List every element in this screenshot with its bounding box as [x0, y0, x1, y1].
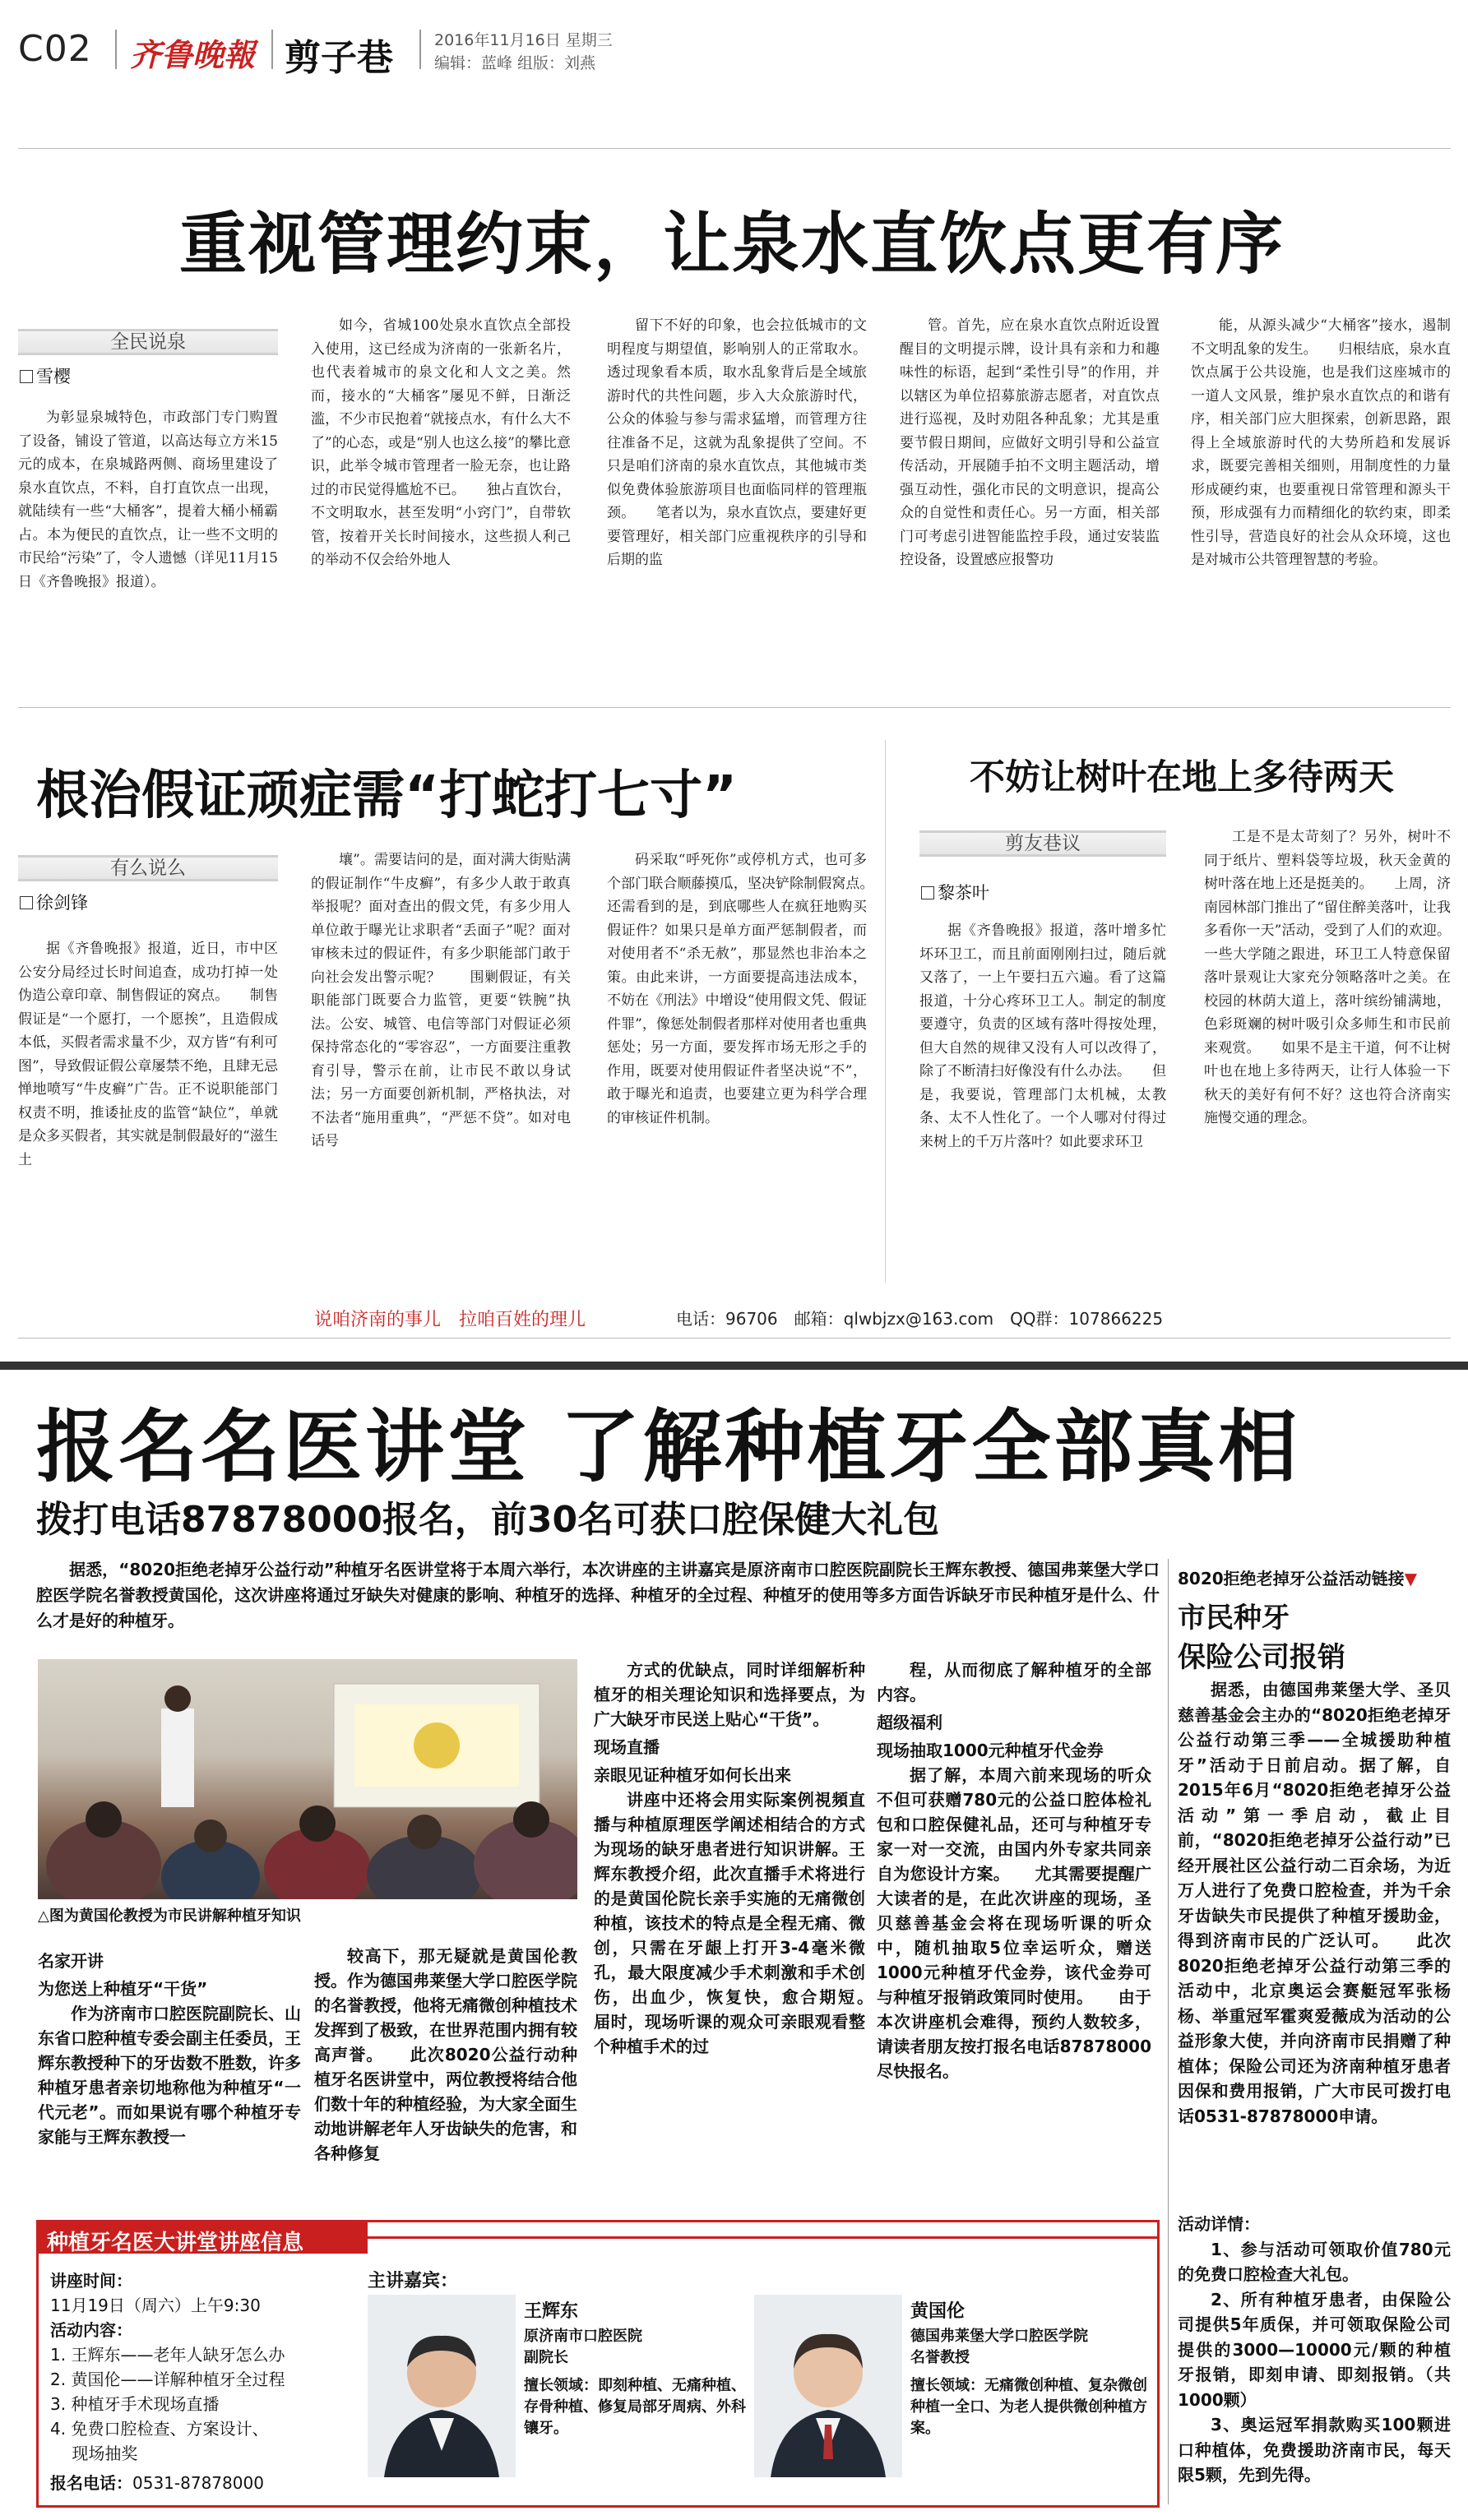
ad-col3-text2: 讲座中还将会用实际案例視頻直播与种植原理医学阐述相结合的方式为现场的缺牙患者进行知识讲解。王辉东教授介绍，此次直播手术将进行的是黄国伦院长亲手实施的无痛微创种植，该技术的特点是全程无痛、微创，只需在牙龈上打开3-4毫米微孔，最大限度减少手术刺激和手术创伤，出血少，恢复快，愈合期短。 届时，现场听课的观众可亲眼观看整个种植手术的过	[594, 1790, 865, 2056]
page-header	[0, 0, 1468, 79]
ad-col3-heading2: 亲眼见证种植牙如何长出来	[594, 1765, 791, 1785]
ad-sidebar-body	[1178, 1677, 1451, 2203]
guest2-portrait	[754, 2295, 902, 2477]
ad-detail-1: 1、参与活动可领取价值780元的免费口腔检查大礼包。	[1178, 2239, 1451, 2284]
ad-col3-heading1: 现场直播	[594, 1737, 660, 1757]
time-label: 讲座时间：	[50, 2271, 132, 2291]
article-divider-vertical	[885, 740, 886, 1283]
article2-text-2: 壤”。需要诘问的是，面对满大街贴满的假证制作“牛皮癣”，有多少人敢于敢真举报呢？面对查出的假文凭，有多少用人单位敢于曝光让求职者“丢面子”呢？面对审核未过的假证件，有多少职能部门敢于向社会发出警示呢？ 围剿假证，有关职能部门既要合力监管，更要“铁腕”执法。公安、城管、电信等部门对假证必须保持常态化的“零容忍”，一方面要注重教育引导，警示在前，让市民不敢以身试法；另一方面要创新机制，严格执法，对不法者“施用重典”，“严惩不贷”。如对电话号	[311, 852, 571, 1149]
phone-label: 报名电话：	[50, 2473, 132, 2493]
lecture-photo	[38, 1659, 577, 1899]
header-divider-2	[271, 30, 273, 69]
ad-col4-heading1: 超级福利	[877, 1713, 942, 1732]
article3-headline: 不妨让树叶在地上多待两天	[970, 757, 1394, 798]
time-value: 11月19日（周六）上午9:30	[50, 2296, 261, 2315]
editors-line: 编辑：蓝峰 组版：刘燕	[434, 54, 596, 72]
ad-sidebar-text: 据悉，由德国弗莱堡大学、圣贝慈善基金会主办的“8020拒绝老掉牙公益行动第三季——全城援助种植牙”活动于日前启动。据了解，自2015年6月“8020拒绝老掉牙公益活动”第一季启动，截止目前，“8020拒绝老掉牙公益行动”已经开展社区公益行动二百余场，为近万人进行了免费口腔检查，并为千余牙齿缺失市民提供了种植牙援助金，得到济南市民的广泛认可。 此次8020拒绝老掉牙公益行动第三季的活动中，北京奥运会赛艇冠军张杨杨、举重冠军霍爽爱薇成为活动的公益形象大使，并向济南市民捐赠了种植体；保险公司还为济南种植牙患者因保和费用报销，广大市民可拨打电话0531-87878000申请。	[1178, 1680, 1451, 2126]
article3-text-2: 工是不是太苛刻了？另外，树叶不同于纸片、塑料袋等垃圾，秋天金黄的树叶落在地上还是挺美的。 上周，济南园林部门推出了“留住醉美落叶，让我多看你一天”活动，受到了人们的欢迎。一些大学随之跟进，环卫工人特意保留落叶景观让大家充分领略落叶之美。在校园的林荫大道上，落叶缤纷铺满地，色彩斑斓的树叶吸引众多师生和市民前来观赏。 如果不是主干道，何不让树叶也在地上多待两天，让行人体验一下秋天的美好有何不好？这也符合济南实施慢交通的理念。	[1204, 829, 1451, 1126]
ad-sidebar-details	[1178, 2208, 1451, 2513]
header-divider-1	[115, 30, 117, 69]
article2-col-1	[18, 937, 278, 1279]
ad-col-left	[38, 1945, 301, 2207]
article2-col-2	[311, 848, 571, 1279]
content-item-5: 现场抽奖	[50, 2444, 138, 2463]
header-rule	[18, 148, 1451, 149]
section-rule-1	[18, 707, 1451, 708]
guest1-portrait-illustration	[368, 2295, 516, 2477]
content-item-4: 4. 免费口腔检查、方案设计、	[50, 2419, 269, 2439]
column-title: 剪子巷	[285, 37, 393, 79]
ad-subheadline: 拨打电话87878000报名，前30名可获口腔保健大礼包	[36, 1499, 940, 1541]
ad-sidebar-link-text: 8020拒绝老掉牙公益活动链接	[1178, 1569, 1405, 1588]
guest2-info	[910, 2301, 1149, 2439]
ad-detail-3: 3、奥运冠军捐款购买100颗进口种植体，免费援助济南市民，每天限5颗，先到先得。	[1178, 2415, 1451, 2485]
article1-col-4	[900, 314, 1160, 659]
article1-headline: 重视管理约束，让泉水直饮点更有序	[178, 206, 1285, 284]
phone-line	[50, 2471, 363, 2495]
article2-headline: 根治假证顽症需“打蛇打七寸”	[36, 765, 738, 826]
date-line: 2016年11月16日 星期三	[434, 31, 613, 49]
photo-caption: △图为黄国伦教授为市民讲解种植牙知识	[38, 1907, 301, 1925]
guest1-info	[524, 2301, 746, 2439]
lecture-photo-illustration	[38, 1659, 577, 1899]
guest2-name: 黄国伦	[910, 2301, 966, 2322]
article1-col-5	[1191, 314, 1451, 659]
article1-text-5: 能，从源头减少“大桶客”接水，遏制不文明乱象的发生。 归根结底，泉水直饮点属于公共设施，也是我们这座城市的一道人文风景，维护泉水直饮点的和谐有序，相关部门应大胆探索，创新思路，跟得上全域旅游时代的大势所趋和发展诉求，既要完善相关细则，用制度性的力量形成硬约束，也要重视日常管理和源头干预，形成强有力而精细化的软约束，即柔性引导，营造良好的社会从众环境，这也是对城市公共管理智慧的考验。	[1191, 317, 1451, 568]
ad-sidebar-title2: 保险公司报销	[1178, 1641, 1345, 1674]
ad-col-mid	[314, 1944, 577, 2207]
ad-col4-text2: 据了解，本周六前来现场的听众不但可获赠780元的公益口腔体检礼包和口腔保健礼品，还可与种植牙专家一对一交流，由国内外专家共同亲自为您设计方案。 尤其需要提醒广大读者的是，在此次讲座的现场，圣贝慈善基金会将在现场听课的听众中，随机抽取5位幸运听众，赠送1000元种植牙代金券，该代金券可与种植牙报销政策同时使用。 由于本次讲座机会难得，预约人数较多，请读者朋友按打报名电话87878000尽快报名。	[877, 1765, 1151, 2081]
info-box-title-bar	[39, 2222, 368, 2254]
ad-col4-text1: 程，从而彻底了解种植牙的全部内容。	[877, 1660, 1151, 1704]
content-item-1: 1. 王辉东——老年人缺牙怎么办	[50, 2345, 285, 2365]
info-box-title-rule	[368, 2236, 1157, 2239]
triangle-down-icon: ▼	[1404, 1569, 1418, 1588]
ad-intro	[36, 1557, 1160, 1664]
ad-details-title: 活动详情：	[1178, 2214, 1260, 2234]
article1-col-3	[607, 314, 867, 659]
guests-label: 主讲嘉宾：	[368, 2271, 459, 2291]
article1-col-2	[311, 314, 571, 659]
guest1-skill: 擅长领域：即刻种植、无痛种植、存骨种植、修复局部牙周病、外科镶牙。	[524, 2377, 746, 2437]
ad-left-heading1: 名家开讲	[38, 1951, 104, 1971]
ad-col3-text1: 方式的优缺点，同时详细解析种植牙的相关理论知识和选择要点，为广大缺牙市民送上贴心“干货”。	[594, 1660, 865, 1729]
article2-text-1: 据《齐鲁晚报》报道，近日，市中区公安分局经过长时间追查，成功打掉一处伪造公章印章、制售假证的窝点。 制售假证是“一个愿打，一个愿挨”，且造假成本低，买假者需求量不少，双方皆“有利可图”，导致假证假公章屡禁不绝，且肆无忌惮地喷写“牛皮癣”广告。正不说职能部门权责不明，推诿扯皮的监管“缺位”，单就是众多买假者，其实就是制假最好的“滋生土	[18, 941, 278, 1168]
footer-contacts: 电话：96706 邮箱：qlwbjzx@163.com QQ群：107866225	[676, 1309, 1164, 1329]
info-box-title: 种植牙名医大讲堂讲座信息	[47, 2231, 304, 2255]
article3-col-2	[1204, 825, 1451, 1279]
ad-sidebar-title1: 市民种牙	[1178, 1602, 1290, 1635]
content-item-3: 3. 种植牙手术现场直播	[50, 2394, 220, 2414]
guest1-title2: 副院长	[524, 2349, 568, 2366]
article1-text-4: 管。首先，应在泉水直饮点附近设置醒目的文明提示牌，设计具有亲和力和趣味性的标语，起到“柔性引导”的作用，并以辖区为单位招募旅游志愿者，对直饮点进行巡视，及时劝阻各种乱象；尤其是重要节假日期间，应做好文明引导和公益宣传活动，开展随手拍不文明主题活动，增强互动性，强化市民的文明意识，提高公众的自觉性和责任心。另一方面，相关部门可考虑引进智能监控手段，通过安装监控设备，设置感应报警功	[900, 317, 1160, 568]
content-label: 活动内容：	[50, 2320, 132, 2340]
article1-tag: 全民说泉	[18, 329, 278, 355]
ad-col-4	[877, 1658, 1151, 2207]
guest2-skill: 擅长领域：无痛微创种植、复杂微创种植一全口、为老人提供微创种植方案。	[910, 2377, 1147, 2437]
article3-author: 黎茶叶	[921, 880, 989, 904]
ad-detail-2: 2、所有种植牙患者，由保险公司提供5年质保，并可领取保险公司提供的3000—10000元/颗的种植牙报销，即刻申请、即刻报销。（共1000颗）	[1178, 2289, 1451, 2410]
ad-sidebar-link	[1178, 1565, 1417, 1589]
info-left	[50, 2268, 363, 2495]
article1-text-2: 如今，省城100处泉水直饮点全部投入使用，这已经成为济南的一张新名片，也代表着城市的泉文化和人文之美。然而，接水的“大桶客”屡见不鲜，日渐泛滥，不少市民抱着“就接点水，有什么大不了”的心态，或是“别人也这么接”的攀比意识，此举令城市管理者一脸无奈，也让路过的市民觉得尴尬不已。 独占直饮台，不文明取水，甚至发明“小窍门”，自带软管，按着开关长时间接水，这些损人利己的举动不仅会给外地人	[311, 317, 571, 568]
ad-left-text: 作为济南市口腔医院副院长、山东省口腔种植专委会副主任委员，王辉东教授种下的牙齿数不胜数，许多种植牙患者亲切地称他为种植牙“一代元老”。而如果说有哪个种植牙专家能与王辉东教授一	[38, 2004, 301, 2147]
guest1-title1: 原济南市口腔医院	[524, 2328, 642, 2345]
article2-text-3: 码采取“呼死你”或停机方式，也可多个部门联合顺藤摸瓜，坚决铲除制假窝点。 还需看到的是，到底哪些人在疯狂地购买假证件？如果只是单方面严惩制假者，而对使用者不“杀无赦”，那显然也非治本之策。由此来讲，一方面要提高违法成本，不妨在《刑法》中增设“使用假文凭、假证件罪”，像惩处制假者那样对使用者也重典惩处；另一方面，要发挥市场无形之手的作用，既要对使用假证件者坚决说“不”，敢于曝光和追责，也要建立更为科学合理的审核证件机制。	[607, 852, 867, 1126]
footer-slogan: 说咱济南的事儿 拉咱百姓的理儿	[314, 1310, 586, 1330]
ad-headline: 报名名医讲堂 了解种植牙全部真相	[36, 1401, 1301, 1493]
article2-col-3	[607, 848, 867, 1279]
masthead-logo: 齐鲁晚報	[130, 36, 256, 73]
ad-intro-text: 据悉，“8020拒绝老掉牙公益行动”种植牙名医讲堂将于本周六举行，本次讲座的主讲嘉宾是原济南市口腔医院副院长王辉东教授、德国弗莱堡大学口腔医学院名誉教授黄国伦，这次讲座将通过牙缺失对健康的影响、种植牙的选择、种植牙的全过程、种植牙的使用等多方面告诉缺牙市民种植牙是什么、什么才是好的种植牙。	[36, 1560, 1160, 1630]
header-divider-3	[419, 30, 421, 69]
article1-author: 雪樱	[20, 363, 71, 388]
article1-text-3: 留下不好的印象，也会拉低城市的文明程度与期望值，影响别人的正常取水。透过现象看本质，取水乱象背后是全域旅游时代的共性问题，步入大众旅游时代，公众的体验与参与需求猛增，而管理方往往准备不足，这就为乱象提供了空间。不只是咱们济南的泉水直饮点，其他城市类似免费体验旅游项目也面临同样的管理瓶颈。 笔者以为，泉水直饮点，要建好更要管理好，相关部门应重视秩序的引导和后期的监	[607, 317, 867, 568]
article2-author: 徐剑锋	[20, 890, 88, 914]
guest2-title1: 德国弗莱堡大学口腔医学院	[910, 2328, 1088, 2345]
content-item-2: 2. 黄国伦——详解种植牙全过程	[50, 2370, 285, 2389]
article1-text-1: 为彰显泉城特色，市政部门专门购置了设备，铺设了管道，以高达每立方米15元的成本，在泉城路两侧、商场里建设了泉水直饮点，不料，自打直饮点一出现，就陆续有一些“大桶客”，提着大桶小桶霸占。本为便民的直饮点，让一些不文明的市民给“污染”了，令人遗憾（详见11月15日《齐鲁晚报》报道）。	[18, 409, 278, 590]
footer-strip	[18, 1297, 1451, 1339]
ad-mid-text: 较高下，那无疑就是黄国伦教授。作为德国弗莱堡大学口腔医学院的名誉教授，他将无痛微创种植技术发挥到了极致，在世界范围内拥有较高声誉。 此次8020公益行动种植牙名医讲堂中，两位教授将结合他们数十年的种植经验，为大家全面生动地讲解老年人牙齿缺失的危害，和各种修复	[314, 1946, 577, 2163]
info-box	[36, 2220, 1160, 2508]
article3-text-1: 据《齐鲁晚报》报道，落叶增多忙坏环卫工，而且前面刚刚扫过，随后就又落了，一上午要扫五六遍。看了这篇报道，十分心疼环卫工人。制定的制度要遵守，负责的区域有落叶得按处理，但大自然的规律又没有人可以改得了，除了不断清扫好像没有什么办法。 但是，我要说，管理部门太机械，太教条、太不人性化了。一个人哪对付得过来树上的千万片落叶？如此要求环卫	[919, 922, 1166, 1150]
ad-col-3	[594, 1658, 865, 2207]
guest1-portrait	[368, 2295, 516, 2477]
ad-sidebar-divider	[1168, 1559, 1169, 2504]
ad-left-heading2: 为您送上种植牙“干货”	[38, 1979, 208, 1999]
guest2-title2: 名誉教授	[910, 2349, 970, 2366]
article2-tag: 有么说么	[18, 855, 278, 881]
phone-value: 0531-87878000	[132, 2473, 264, 2493]
ad-col4-heading2: 现场抽取1000元种植牙代金券	[877, 1741, 1104, 1760]
article3-tag: 剪友巷议	[919, 830, 1166, 857]
article3-col-1	[919, 919, 1166, 1279]
guest2-portrait-illustration	[754, 2295, 902, 2477]
page-number: C02	[18, 28, 92, 70]
article1-col-1	[18, 406, 278, 653]
guest1-name: 王辉东	[524, 2301, 579, 2322]
